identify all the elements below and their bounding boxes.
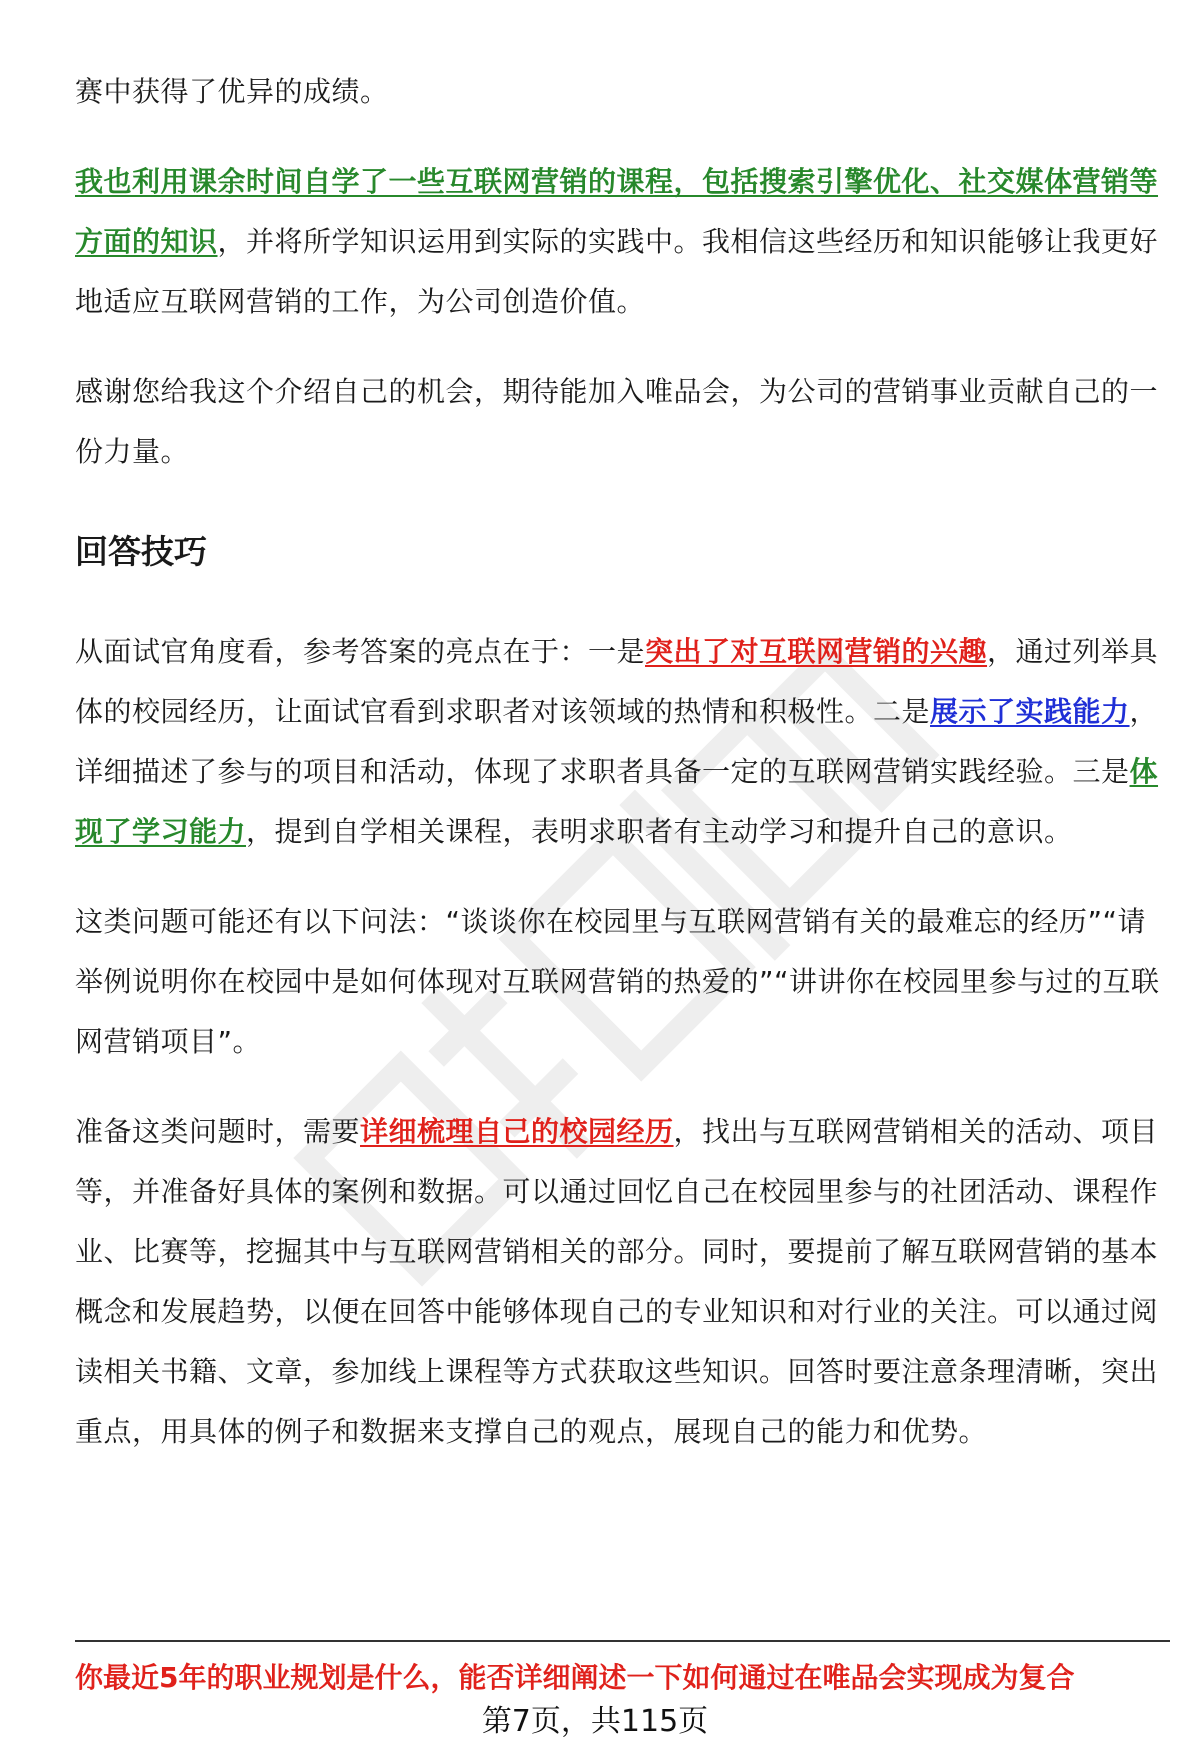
paragraph-intro-end: 赛中获得了优异的成绩。 xyxy=(75,75,389,108)
paragraph-self-study xyxy=(75,152,1170,332)
paragraph-preparation xyxy=(75,1102,1170,1462)
page-number: 第7页，共115页 xyxy=(481,1704,709,1739)
highlight-interest: 突出了对互联网营销的兴趣 xyxy=(645,635,988,668)
prep-text-a: 准备这类问题时，需要 xyxy=(75,1115,361,1148)
highlight-self-study: 我也利用课余时间自学了一些互联网营销的课程，包括搜索引擎优化、社交媒体营销等方面的知识 xyxy=(75,165,1159,258)
section-divider xyxy=(75,1640,1170,1642)
section-title: 回答技巧 xyxy=(75,532,207,571)
highlight-learning: 体现了学习能力 xyxy=(75,755,1159,848)
paragraph-self-study-text: ，并将所学知识运用到实际的实践中。我相信这些经历和知识能够让我更好地适应互联网营销的工作，为公司创造价值。 xyxy=(75,225,1159,318)
prep-text-b: ，找出与互联网营销相关的活动、项目等，并准备好具体的案例和数据。可以通过回忆自己在校园里参与的社团活动、课程作业、比赛等，挖掘其中与互联网营销相关的部分。同时，要提前了解互联网营销的基本概念和发展趋势，以便在回答中能够体现自己的专业知识和对行业的关注。可以通过阅读相关书籍、文章，参加线上课程等方式获取这些知识。回答时要注意条理清晰，突出重点，用具体的例子和数据来支撑自己的观点，展现自己的能力和优势。 xyxy=(75,1115,1159,1448)
tips-text-d: ，提到自学相关课程，表明求职者有主动学习和提升自己的意识。 xyxy=(246,815,1073,848)
highlight-campus-experience: 详细梳理自己的校园经历 xyxy=(360,1115,674,1148)
tips-text-a: 从面试官角度看，参考答案的亮点在于：一是 xyxy=(75,635,646,668)
paragraph-highlights xyxy=(75,622,1170,862)
paragraph-alternatives: 这类问题可能还有以下问法：“谈谈你在校园里与互联网营销有关的最难忘的经历”“请举例说明你在校园中是如何体现对互联网营销的热爱的”“讲讲你在校园里参与过的互联网营销项目”。 xyxy=(75,905,1160,1058)
document-body xyxy=(75,62,1170,1462)
tips-text-b: ，通过列举具体的校园经历，让面试官看到求职者对该领域的热情和积极性。二是 xyxy=(75,635,1159,728)
tips-text-c: ，详细描述了参与的项目和活动，体现了求职者具备一定的互联网营销实践经验。三是 xyxy=(75,695,1159,788)
highlight-practice: 展示了实践能力 xyxy=(930,695,1130,728)
paragraph-thanks: 感谢您给我这个介绍自己的机会，期待能加入唯品会，为公司的营销事业贡献自己的一份力量。 xyxy=(75,375,1159,468)
next-question-heading: 你最近5年的职业规划是什么，能否详细阐述一下如何通过在唯品会实现成为复合 xyxy=(75,1661,1075,1694)
